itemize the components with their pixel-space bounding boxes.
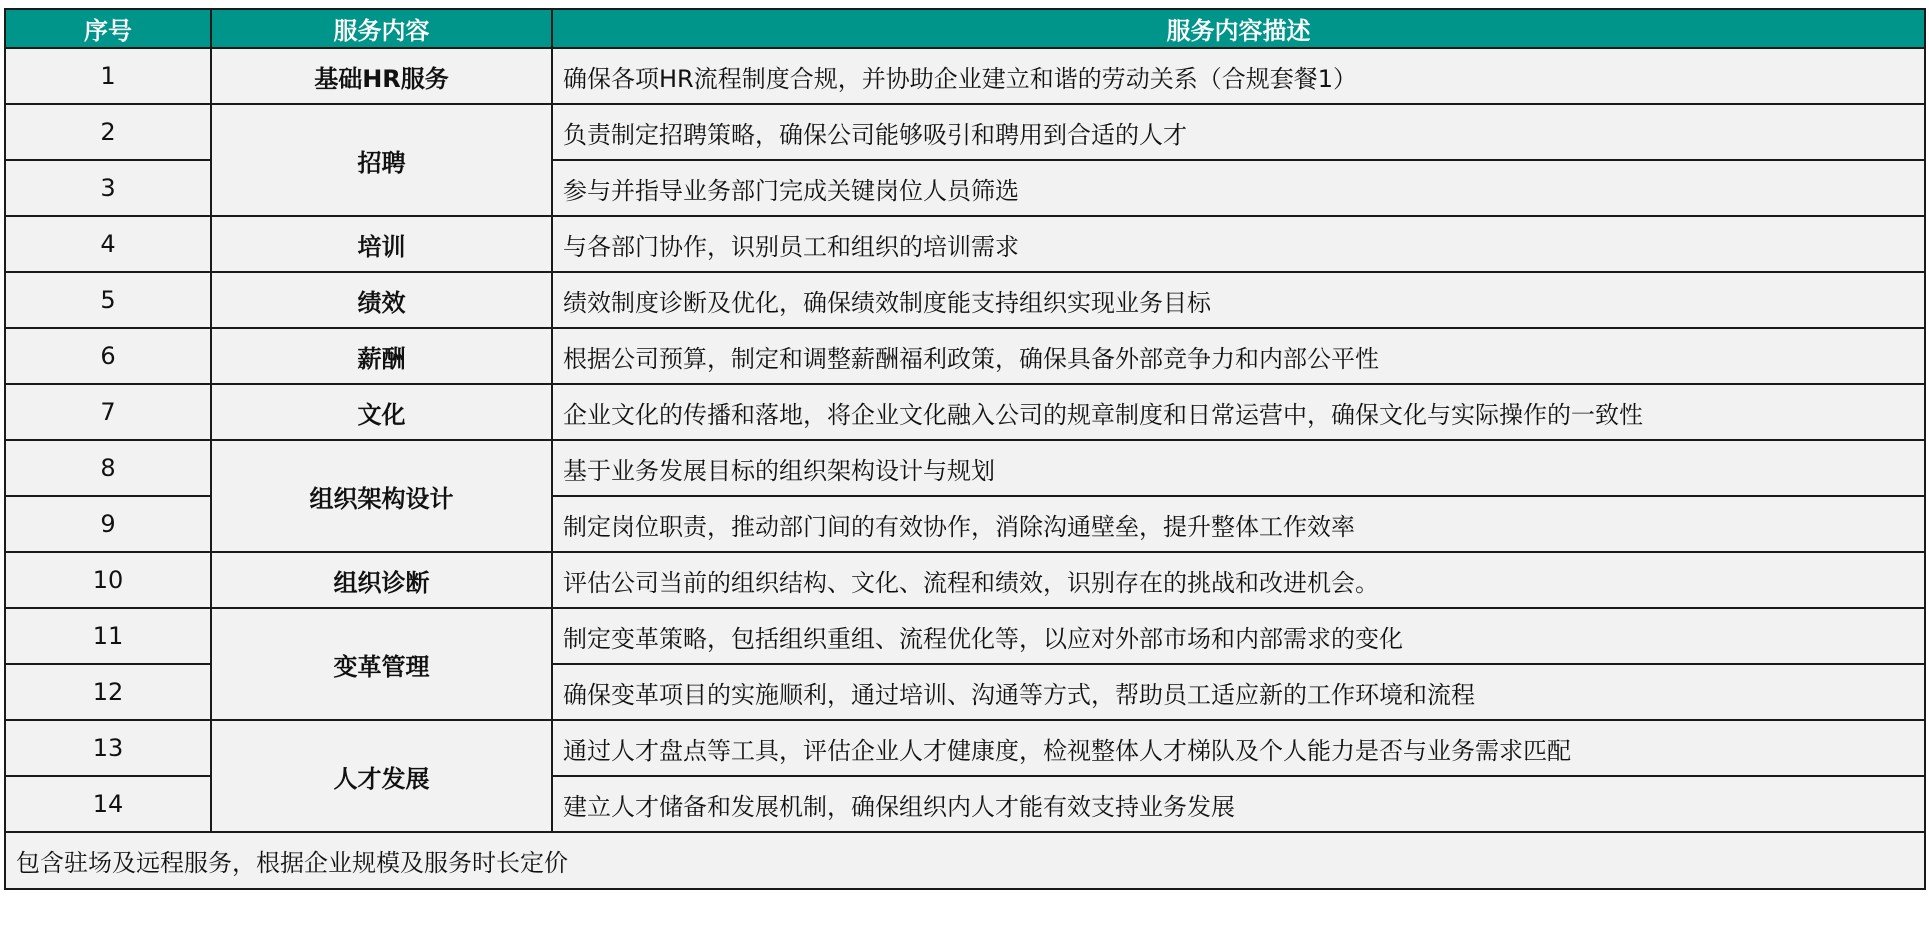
- service-description: 绩效制度诊断及优化，确保绩效制度能支持组织实现业务目标: [552, 272, 1925, 328]
- row-number: 10: [5, 552, 211, 608]
- service-description: 参与并指导业务部门完成关键岗位人员筛选: [552, 160, 1925, 216]
- header-service: 服务内容: [211, 9, 552, 48]
- row-number: 7: [5, 384, 211, 440]
- table-row: [5, 272, 1925, 328]
- row-number: 6: [5, 328, 211, 384]
- row-number: 11: [5, 608, 211, 664]
- service-description: 确保各项HR流程制度合规，并协助企业建立和谐的劳动关系（合规套餐1）: [552, 48, 1925, 104]
- table-row: [5, 720, 1925, 776]
- service-table: [4, 8, 1926, 890]
- header-row: [5, 9, 1925, 48]
- row-number: 3: [5, 160, 211, 216]
- row-number: 5: [5, 272, 211, 328]
- service-name: 招聘: [211, 104, 552, 216]
- table-row: [5, 608, 1925, 664]
- row-number: 4: [5, 216, 211, 272]
- table-row: [5, 48, 1925, 104]
- service-name: 培训: [211, 216, 552, 272]
- service-name: 人才发展: [211, 720, 552, 832]
- service-name: 基础HR服务: [211, 48, 552, 104]
- service-name: 绩效: [211, 272, 552, 328]
- table-row: [5, 384, 1925, 440]
- service-name: 变革管理: [211, 608, 552, 720]
- table-body: [5, 48, 1925, 832]
- service-description: 制定变革策略，包括组织重组、流程优化等，以应对外部市场和内部需求的变化: [552, 608, 1925, 664]
- row-number: 9: [5, 496, 211, 552]
- service-table-container: [4, 8, 1926, 890]
- header-description: 服务内容描述: [552, 9, 1925, 48]
- service-description: 与各部门协作，识别员工和组织的培训需求: [552, 216, 1925, 272]
- header-no: 序号: [5, 9, 211, 48]
- service-name: 组织架构设计: [211, 440, 552, 552]
- table-row: [5, 552, 1925, 608]
- service-description: 企业文化的传播和落地，将企业文化融入公司的规章制度和日常运营中，确保文化与实际操作的一致性: [552, 384, 1925, 440]
- service-name: 组织诊断: [211, 552, 552, 608]
- service-description: 负责制定招聘策略，确保公司能够吸引和聘用到合适的人才: [552, 104, 1925, 160]
- service-description: 基于业务发展目标的组织架构设计与规划: [552, 440, 1925, 496]
- row-number: 8: [5, 440, 211, 496]
- service-name: 文化: [211, 384, 552, 440]
- row-number: 2: [5, 104, 211, 160]
- table-row: [5, 216, 1925, 272]
- table-row: [5, 104, 1925, 160]
- table-row: [5, 440, 1925, 496]
- table-row: [5, 328, 1925, 384]
- service-name: 薪酬: [211, 328, 552, 384]
- row-number: 1: [5, 48, 211, 104]
- service-description: 评估公司当前的组织结构、文化、流程和绩效，识别存在的挑战和改进机会。: [552, 552, 1925, 608]
- footer-row: [5, 832, 1925, 889]
- service-description: 制定岗位职责，推动部门间的有效协作，消除沟通壁垒，提升整体工作效率: [552, 496, 1925, 552]
- service-description: 建立人才储备和发展机制，确保组织内人才能有效支持业务发展: [552, 776, 1925, 832]
- pricing-note: 包含驻场及远程服务，根据企业规模及服务时长定价: [5, 832, 1925, 889]
- row-number: 14: [5, 776, 211, 832]
- service-description: 确保变革项目的实施顺利，通过培训、沟通等方式，帮助员工适应新的工作环境和流程: [552, 664, 1925, 720]
- row-number: 13: [5, 720, 211, 776]
- service-description: 根据公司预算，制定和调整薪酬福利政策，确保具备外部竞争力和内部公平性: [552, 328, 1925, 384]
- row-number: 12: [5, 664, 211, 720]
- service-description: 通过人才盘点等工具，评估企业人才健康度，检视整体人才梯队及个人能力是否与业务需求匹配: [552, 720, 1925, 776]
